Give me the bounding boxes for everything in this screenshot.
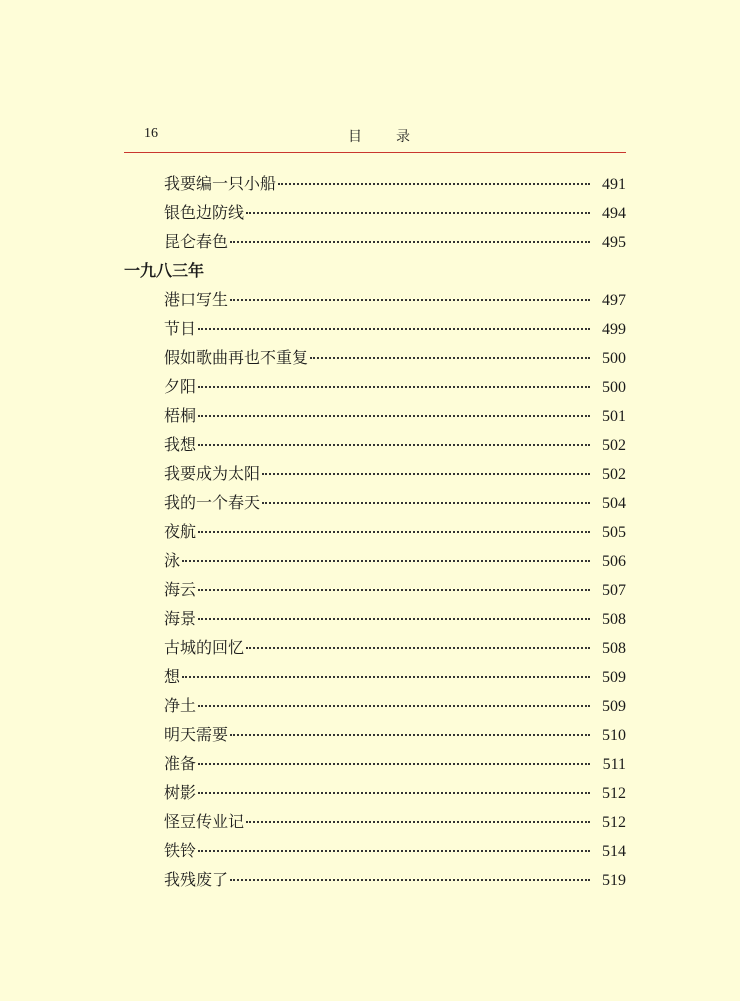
toc-entry	[124, 198, 626, 227]
entry-title: 海景	[164, 609, 197, 628]
entry-page-number: 507	[602, 582, 626, 599]
toc-group-1	[124, 169, 626, 256]
toc-entry	[124, 836, 626, 865]
entry-title: 我残废了	[164, 870, 229, 889]
dot-leader	[262, 501, 590, 504]
entry-page-number: 501	[602, 408, 626, 425]
entry-page-number: 504	[602, 495, 626, 512]
toc-entry	[124, 314, 626, 343]
dot-leader	[182, 675, 590, 678]
toc-entry	[124, 604, 626, 633]
toc-entry	[124, 865, 626, 894]
entry-page-number: 500	[602, 350, 626, 367]
dot-leader	[230, 733, 590, 736]
entry-title: 夜航	[164, 522, 197, 541]
entry-title: 夕阳	[164, 377, 197, 396]
dot-leader	[198, 327, 590, 330]
entry-title: 铁铃	[164, 841, 197, 860]
entry-page-number: 510	[602, 727, 626, 744]
toc-entry	[124, 691, 626, 720]
toc-entry	[124, 372, 626, 401]
toc-entry	[124, 401, 626, 430]
entry-page-number: 499	[602, 321, 626, 338]
entry-page-number: 512	[602, 814, 626, 831]
entry-title: 怪豆传业记	[164, 812, 245, 831]
table-of-contents	[124, 169, 626, 894]
toc-entry	[124, 517, 626, 546]
toc-entry	[124, 807, 626, 836]
running-title: 目录	[348, 129, 444, 145]
toc-entry	[124, 546, 626, 575]
dot-leader	[230, 298, 590, 301]
entry-title: 树影	[164, 783, 197, 802]
dot-leader	[198, 617, 590, 620]
toc-entry	[124, 633, 626, 662]
entry-title: 古城的回忆	[164, 638, 245, 657]
toc-entry	[124, 430, 626, 459]
entry-page-number: 500	[602, 379, 626, 396]
dot-leader	[198, 849, 590, 852]
dot-leader	[230, 240, 590, 243]
toc-entry	[124, 749, 626, 778]
entry-title: 我要编一只小船	[164, 174, 277, 193]
entry-title: 昆仑春色	[164, 232, 229, 251]
entry-title: 泳	[164, 551, 181, 570]
entry-page-number: 508	[602, 640, 626, 657]
toc-entry	[124, 488, 626, 517]
entry-page-number: 519	[602, 872, 626, 889]
dot-leader	[198, 443, 590, 446]
entry-page-number: 494	[602, 205, 626, 222]
entry-title: 假如歌曲再也不重复	[164, 348, 309, 367]
toc-entry	[124, 285, 626, 314]
dot-leader	[182, 559, 590, 562]
entry-page-number: 514	[602, 843, 626, 860]
dot-leader	[198, 791, 590, 794]
entry-title: 想	[164, 667, 181, 686]
entry-page-number: 511	[602, 756, 626, 773]
entry-page-number: 509	[602, 669, 626, 686]
dot-leader	[246, 646, 590, 649]
toc-entry	[124, 169, 626, 198]
entry-title: 我想	[164, 435, 197, 454]
toc-entry	[124, 662, 626, 691]
dot-leader	[198, 530, 590, 533]
entry-title: 我要成为太阳	[164, 464, 261, 483]
section-heading: 一九八三年	[124, 261, 205, 280]
entry-title: 节日	[164, 319, 197, 338]
entry-title: 准备	[164, 754, 197, 773]
dot-leader	[198, 762, 590, 765]
entry-title: 海云	[164, 580, 197, 599]
entry-title: 明天需要	[164, 725, 229, 744]
entry-page-number: 508	[602, 611, 626, 628]
toc-entry	[124, 227, 626, 256]
entry-page-number: 506	[602, 553, 626, 570]
toc-entry	[124, 575, 626, 604]
dot-leader	[246, 211, 590, 214]
dot-leader	[230, 878, 590, 881]
page-header	[124, 124, 626, 153]
entry-title: 我的一个春天	[164, 493, 261, 512]
dot-leader	[310, 356, 590, 359]
dot-leader	[262, 472, 590, 475]
page-number: 16	[144, 126, 158, 141]
toc-entry	[124, 778, 626, 807]
entry-title: 银色边防线	[164, 203, 245, 222]
entry-page-number: 512	[602, 785, 626, 802]
entry-page-number: 505	[602, 524, 626, 541]
entry-page-number: 502	[602, 437, 626, 454]
dot-leader	[198, 385, 590, 388]
dot-leader	[198, 704, 590, 707]
entry-title: 净土	[164, 696, 197, 715]
dot-leader	[278, 182, 590, 185]
dot-leader	[246, 820, 590, 823]
toc-entry	[124, 343, 626, 372]
entry-page-number: 491	[602, 176, 626, 193]
entry-page-number: 509	[602, 698, 626, 715]
toc-entry	[124, 720, 626, 749]
dot-leader	[198, 588, 590, 591]
entry-page-number: 497	[602, 292, 626, 309]
entry-page-number: 495	[602, 234, 626, 251]
entry-page-number: 502	[602, 466, 626, 483]
entry-title: 梧桐	[164, 406, 197, 425]
dot-leader	[198, 414, 590, 417]
toc-entry	[124, 459, 626, 488]
entry-title: 港口写生	[164, 290, 229, 309]
toc-group-2	[124, 285, 626, 894]
